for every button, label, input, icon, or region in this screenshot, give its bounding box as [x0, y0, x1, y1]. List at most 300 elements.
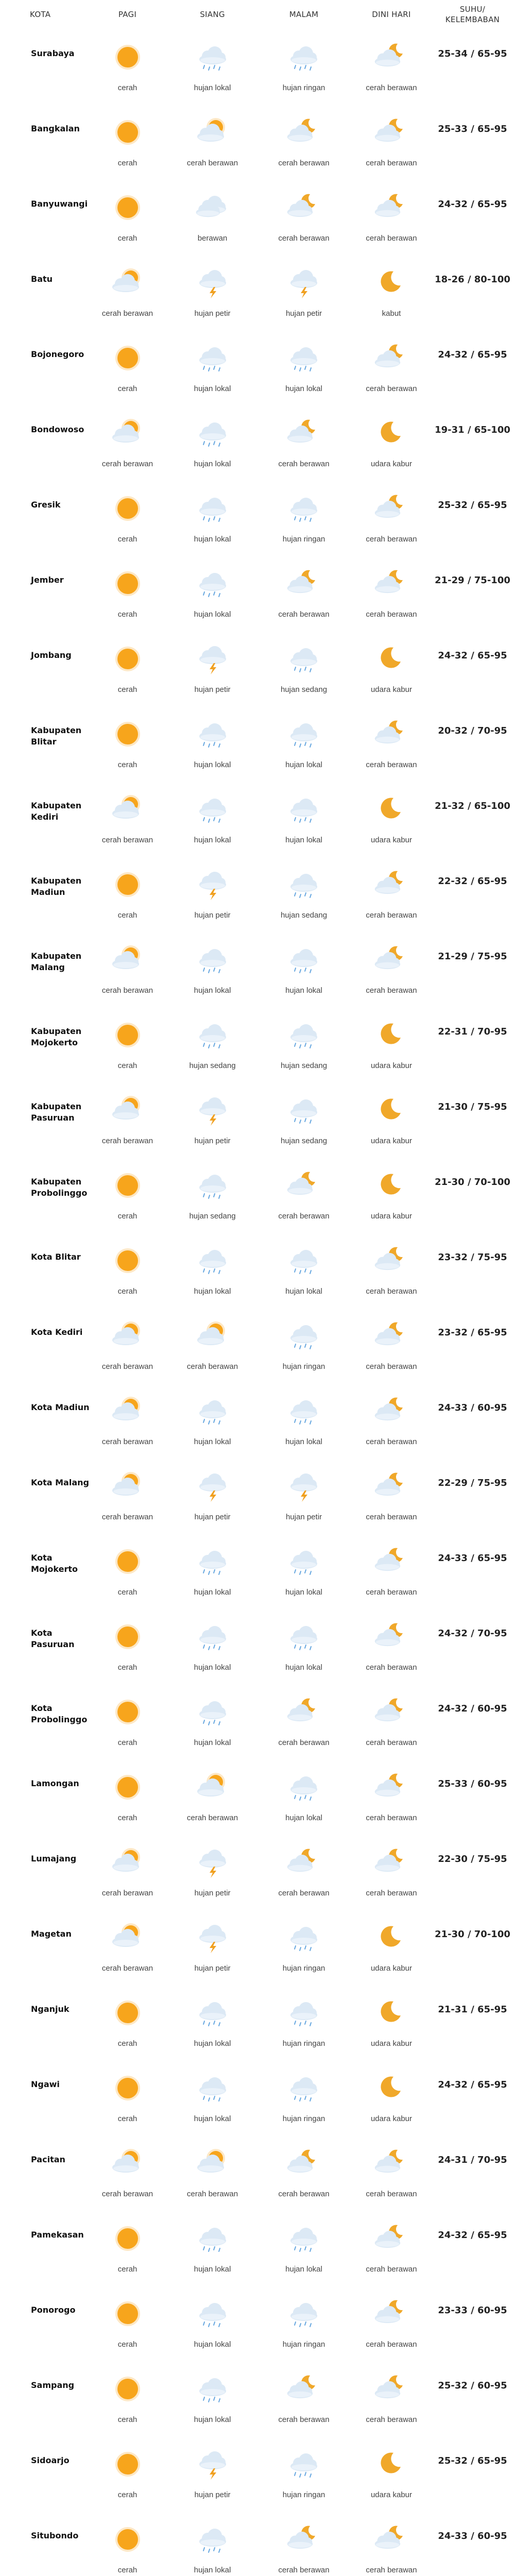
- moon-cloud-icon: [371, 1393, 412, 1429]
- temperature-humidity: 25-33 / 65-95: [438, 124, 507, 134]
- table-row: [0, 1758, 515, 1834]
- forecast-malam: [263, 2285, 345, 2360]
- rain-cloud-icon: [283, 1543, 324, 1579]
- forecast-dini: [350, 931, 433, 1006]
- moon-cloud-icon: [283, 2370, 324, 2406]
- forecast-malam: [263, 1608, 345, 1683]
- weather-label: hujan lokal: [285, 760, 322, 769]
- temperature-humidity: 24-32 / 65-95: [438, 650, 507, 661]
- weather-label: cerah berawan: [186, 159, 238, 167]
- rain-cloud-icon: [283, 490, 324, 526]
- weather-label: cerah berawan: [366, 159, 417, 167]
- weather-label: cerah berawan: [366, 2190, 417, 2198]
- weather-label: hujan petir: [285, 309, 322, 318]
- rain-cloud-icon: [283, 791, 324, 827]
- forecast-malam: [263, 555, 345, 630]
- header-dini-hari: DINI HARI: [372, 9, 411, 19]
- temperature-humidity: 22-29 / 75-95: [438, 1478, 507, 1488]
- weather-label: cerah berawan: [186, 1362, 238, 1371]
- city-name: Situbondo: [31, 2531, 79, 2540]
- weather-label: hujan sedang: [280, 685, 328, 694]
- moon-icon: [371, 1994, 412, 2030]
- weather-label: cerah berawan: [366, 1738, 417, 1747]
- weather-label: hujan petir: [194, 685, 231, 694]
- sun-cloud-icon: [192, 114, 233, 150]
- rain-cloud-icon: [283, 1092, 324, 1128]
- temperature-humidity: 24-31 / 70-95: [438, 2155, 507, 2165]
- weather-label: cerah: [117, 83, 138, 92]
- city-name: Kota Pasuruan: [31, 1628, 75, 1649]
- forecast-dini: [350, 2059, 433, 2134]
- forecast-dini: [350, 2134, 433, 2210]
- table-row: [0, 104, 515, 179]
- weather-label: cerah berawan: [101, 1513, 153, 1521]
- temperature-humidity: 23-32 / 65-95: [438, 1327, 507, 1338]
- moon-icon: [371, 415, 412, 451]
- weather-label: cerah: [117, 760, 138, 769]
- moon-cloud-icon: [371, 716, 412, 752]
- weather-label: hujan lokal: [194, 2265, 231, 2274]
- weather-label: hujan petir: [194, 1889, 231, 1897]
- table-row: [0, 1458, 515, 1533]
- forecast-pagi: [93, 2360, 162, 2435]
- forecast-malam: [263, 1232, 345, 1307]
- temperature-humidity: 24-32 / 65-95: [438, 199, 507, 210]
- weather-label: cerah: [117, 2039, 138, 2048]
- temperature-humidity: 25-32 / 65-95: [438, 2455, 507, 2466]
- thunder-cloud-icon: [192, 1468, 233, 1504]
- thunder-cloud-icon: [192, 1844, 233, 1880]
- sun-cloud-icon: [107, 1468, 148, 1504]
- city-name: Nganjuk: [31, 2004, 70, 2014]
- weather-label: hujan lokal: [285, 1588, 322, 1597]
- moon-cloud-icon: [283, 1167, 324, 1203]
- rain-cloud-icon: [192, 1618, 233, 1654]
- forecast-pagi: [93, 781, 162, 856]
- forecast-pagi: [93, 2435, 162, 2511]
- forecast-siang: [173, 1909, 252, 1984]
- rain-cloud-icon: [192, 1543, 233, 1579]
- weather-label: hujan ringan: [282, 2340, 325, 2349]
- table-row: [0, 2210, 515, 2285]
- moon-cloud-icon: [283, 189, 324, 225]
- forecast-dini: [350, 2210, 433, 2285]
- sun-icon: [107, 340, 148, 376]
- forecast-dini: [350, 1608, 433, 1683]
- forecast-dini: [350, 1758, 433, 1834]
- moon-cloud-icon: [371, 1543, 412, 1579]
- weather-label: hujan lokal: [285, 1287, 322, 1296]
- moon-cloud-icon: [283, 415, 324, 451]
- rain-cloud-icon: [283, 1618, 324, 1654]
- weather-label: hujan lokal: [194, 2039, 231, 2048]
- forecast-dini: [350, 254, 433, 329]
- table-row: [0, 1307, 515, 1382]
- sun-icon: [107, 1016, 148, 1053]
- weather-label: hujan petir: [194, 2490, 231, 2499]
- sun-cloud-icon: [107, 1317, 148, 1353]
- forecast-siang: [173, 480, 252, 555]
- city-name: Magetan: [31, 1929, 72, 1939]
- moon-cloud-icon: [371, 941, 412, 977]
- city-name: Pacitan: [31, 2155, 65, 2164]
- thunder-cloud-icon: [283, 264, 324, 300]
- forecast-dini: [350, 2511, 433, 2576]
- weather-label: hujan petir: [194, 1964, 231, 1973]
- city-name: Kabupaten Madiun: [31, 876, 82, 897]
- weather-label: cerah berawan: [366, 1814, 417, 1822]
- weather-label: hujan lokal: [194, 2415, 231, 2424]
- sun-icon: [107, 716, 148, 752]
- sun-cloud-icon: [107, 415, 148, 451]
- city-name: Kota Madiun: [31, 1402, 90, 1412]
- weather-label: cerah berawan: [101, 1964, 153, 1973]
- forecast-siang: [173, 179, 252, 254]
- weather-label: hujan ringan: [282, 1362, 325, 1371]
- forecast-pagi: [93, 1006, 162, 1081]
- weather-label: hujan ringan: [282, 1964, 325, 1973]
- weather-label: hujan petir: [194, 911, 231, 920]
- forecast-siang: [173, 1984, 252, 2059]
- forecast-siang: [173, 1834, 252, 1909]
- table-row: [0, 1683, 515, 1758]
- forecast-dini: [350, 781, 433, 856]
- weather-label: hujan lokal: [194, 1738, 231, 1747]
- sun-icon: [107, 189, 148, 225]
- temperature-humidity: 22-32 / 65-95: [438, 876, 507, 887]
- table-row: [0, 28, 515, 104]
- sun-icon: [107, 1543, 148, 1579]
- moon-cloud-icon: [371, 1618, 412, 1654]
- forecast-dini: [350, 630, 433, 705]
- weather-label: hujan lokal: [194, 460, 231, 468]
- weather-label: hujan sedang: [280, 911, 328, 920]
- weather-label: cerah berawan: [278, 1738, 330, 1747]
- city-name: Kabupaten Kediri: [31, 801, 82, 822]
- forecast-pagi: [93, 1232, 162, 1307]
- forecast-pagi: [93, 1909, 162, 1984]
- forecast-malam: [263, 1458, 345, 1533]
- forecast-dini: [350, 1382, 433, 1458]
- forecast-malam: [263, 1758, 345, 1834]
- weather-label: hujan ringan: [282, 83, 325, 92]
- weather-label: cerah: [117, 1588, 138, 1597]
- weather-label: cerah berawan: [101, 2190, 153, 2198]
- forecast-dini: [350, 1909, 433, 1984]
- weather-label: cerah berawan: [278, 2415, 330, 2424]
- table-row: [0, 1608, 515, 1683]
- rain-cloud-icon: [192, 1016, 233, 1053]
- sun-cloud-icon: [107, 791, 148, 827]
- forecast-dini: [350, 1984, 433, 2059]
- table-row: [0, 1382, 515, 1458]
- weather-label: udara kabur: [370, 1137, 413, 1145]
- forecast-siang: [173, 1758, 252, 1834]
- weather-label: hujan lokal: [194, 760, 231, 769]
- forecast-siang: [173, 2134, 252, 2210]
- forecast-pagi: [93, 1157, 162, 1232]
- thunder-cloud-icon: [192, 1092, 233, 1128]
- thunder-cloud-icon: [192, 866, 233, 902]
- weather-label: hujan lokal: [194, 2340, 231, 2349]
- moon-cloud-icon: [371, 1242, 412, 1278]
- weather-label: hujan lokal: [285, 1437, 322, 1446]
- temperature-humidity: 24-33 / 60-95: [438, 1402, 507, 1413]
- forecast-malam: [263, 254, 345, 329]
- rain-cloud-icon: [192, 1242, 233, 1278]
- rain-cloud-icon: [283, 640, 324, 676]
- forecast-pagi: [93, 1984, 162, 2059]
- weather-label: hujan petir: [194, 309, 231, 318]
- weather-label: hujan petir: [194, 1513, 231, 1521]
- temperature-humidity: 19-31 / 65-100: [435, 425, 510, 435]
- weather-label: cerah berawan: [366, 1437, 417, 1446]
- forecast-dini: [350, 2285, 433, 2360]
- forecast-pagi: [93, 179, 162, 254]
- sun-icon: [107, 2370, 148, 2406]
- city-name: Kabupaten Pasuruan: [31, 1101, 82, 1123]
- forecast-malam: [263, 1834, 345, 1909]
- temperature-humidity: 18-26 / 80-100: [435, 274, 510, 285]
- temperature-humidity: 24-32 / 60-95: [438, 1703, 507, 1714]
- weather-label: hujan ringan: [282, 2114, 325, 2123]
- weather-label: cerah berawan: [278, 1212, 330, 1221]
- forecast-pagi: [93, 404, 162, 480]
- weather-label: cerah: [117, 2265, 138, 2274]
- temperature-humidity: 24-32 / 65-95: [438, 2079, 507, 2090]
- forecast-pagi: [93, 480, 162, 555]
- forecast-pagi: [93, 2285, 162, 2360]
- city-name: Kabupaten Probolinggo: [31, 1177, 88, 1198]
- forecast-malam: [263, 630, 345, 705]
- city-name: Surabaya: [31, 48, 75, 58]
- weather-label: hujan lokal: [194, 384, 231, 393]
- forecast-dini: [350, 1232, 433, 1307]
- moon-cloud-icon: [371, 2370, 412, 2406]
- rain-cloud-icon: [192, 716, 233, 752]
- rain-cloud-icon: [192, 39, 233, 75]
- forecast-dini: [350, 1533, 433, 1608]
- forecast-siang: [173, 104, 252, 179]
- weather-label: kabut: [382, 309, 401, 318]
- table-row: [0, 705, 515, 781]
- moon-icon: [371, 640, 412, 676]
- rain-cloud-icon: [192, 2070, 233, 2106]
- weather-label: hujan lokal: [285, 384, 322, 393]
- sun-icon: [107, 490, 148, 526]
- weather-label: hujan lokal: [194, 83, 231, 92]
- sun-cloud-icon: [107, 941, 148, 977]
- forecast-dini: [350, 555, 433, 630]
- thunder-cloud-icon: [283, 1468, 324, 1504]
- weather-label: cerah: [117, 2566, 138, 2574]
- sun-cloud-icon: [192, 1769, 233, 1805]
- weather-label: cerah berawan: [366, 1362, 417, 1371]
- moon-cloud-icon: [283, 114, 324, 150]
- rain-cloud-icon: [283, 1016, 324, 1053]
- temperature-humidity: 24-32 / 70-95: [438, 1628, 507, 1639]
- weather-label: hujan lokal: [194, 2566, 231, 2574]
- weather-label: cerah: [117, 1287, 138, 1296]
- table-row: [0, 555, 515, 630]
- city-name: Ngawi: [31, 2079, 60, 2089]
- forecast-dini: [350, 329, 433, 404]
- temperature-humidity: 21-29 / 75-95: [438, 951, 507, 962]
- forecast-siang: [173, 1307, 252, 1382]
- weather-label: cerah: [117, 2415, 138, 2424]
- weather-label: cerah berawan: [366, 986, 417, 995]
- rain-cloud-icon: [283, 1919, 324, 1955]
- table-row: [0, 781, 515, 856]
- sun-icon: [107, 114, 148, 150]
- city-name: Kota Blitar: [31, 1252, 81, 1262]
- moon-icon: [371, 1167, 412, 1203]
- forecast-malam: [263, 2511, 345, 2576]
- forecast-pagi: [93, 931, 162, 1006]
- weather-label: cerah berawan: [366, 2340, 417, 2349]
- weather-label: hujan lokal: [194, 610, 231, 619]
- weather-label: hujan lokal: [194, 1663, 231, 1672]
- weather-label: cerah berawan: [186, 1814, 238, 1822]
- weather-label: hujan lokal: [285, 836, 322, 844]
- weather-label: hujan ringan: [282, 2039, 325, 2048]
- weather-label: hujan ringan: [282, 2490, 325, 2499]
- forecast-pagi: [93, 1382, 162, 1458]
- sun-icon: [107, 2295, 148, 2331]
- rain-cloud-icon: [192, 2295, 233, 2331]
- temperature-humidity: 21-32 / 65-100: [435, 801, 510, 811]
- table-row: [0, 630, 515, 705]
- moon-icon: [371, 1092, 412, 1128]
- moon-icon: [371, 1919, 412, 1955]
- forecast-malam: [263, 1157, 345, 1232]
- rain-cloud-icon: [192, 1393, 233, 1429]
- forecast-siang: [173, 2360, 252, 2435]
- forecast-dini: [350, 480, 433, 555]
- sun-icon: [107, 2521, 148, 2557]
- city-name: Bondowoso: [31, 425, 84, 434]
- thunder-cloud-icon: [192, 640, 233, 676]
- weather-label: cerah berawan: [366, 83, 417, 92]
- forecast-malam: [263, 1307, 345, 1382]
- forecast-siang: [173, 2435, 252, 2511]
- table-row: [0, 1157, 515, 1232]
- temperature-humidity: 25-32 / 65-95: [438, 500, 507, 511]
- table-row: [0, 2435, 515, 2511]
- forecast-siang: [173, 1081, 252, 1157]
- city-name: Kabupaten Blitar: [31, 725, 82, 747]
- weather-label: hujan sedang: [189, 1061, 236, 1070]
- forecast-dini: [350, 179, 433, 254]
- weather-label: hujan lokal: [194, 1287, 231, 1296]
- rain-cloud-icon: [283, 2220, 324, 2256]
- forecast-malam: [263, 2435, 345, 2511]
- sun-cloud-icon: [107, 2145, 148, 2181]
- weather-label: cerah berawan: [278, 1889, 330, 1897]
- forecast-dini: [350, 28, 433, 104]
- forecast-malam: [263, 705, 345, 781]
- city-name: Jember: [31, 575, 64, 585]
- weather-label: cerah berawan: [101, 836, 153, 844]
- weather-label: hujan sedang: [280, 1137, 328, 1145]
- temperature-humidity: 24-33 / 65-95: [438, 1553, 507, 1564]
- forecast-dini: [350, 1081, 433, 1157]
- forecast-siang: [173, 1608, 252, 1683]
- weather-label: cerah: [117, 1061, 138, 1070]
- sun-icon: [107, 1618, 148, 1654]
- weather-label: cerah berawan: [366, 2265, 417, 2274]
- weather-label: cerah berawan: [366, 1663, 417, 1672]
- weather-label: cerah berawan: [366, 1513, 417, 1521]
- forecast-dini: [350, 856, 433, 931]
- table-row: [0, 1006, 515, 1081]
- rain-cloud-icon: [192, 415, 233, 451]
- forecast-pagi: [93, 2134, 162, 2210]
- weather-label: hujan lokal: [285, 1663, 322, 1672]
- sun-icon: [107, 565, 148, 601]
- moon-cloud-icon: [371, 490, 412, 526]
- weather-label: cerah berawan: [366, 535, 417, 544]
- forecast-malam: [263, 1006, 345, 1081]
- rain-cloud-icon: [283, 866, 324, 902]
- sun-cloud-icon: [192, 2145, 233, 2181]
- moon-cloud-icon: [371, 2295, 412, 2331]
- forecast-dini: [350, 104, 433, 179]
- thunder-cloud-icon: [192, 2446, 233, 2482]
- sun-icon: [107, 2070, 148, 2106]
- weather-label: udara kabur: [370, 2039, 413, 2048]
- forecast-dini: [350, 1683, 433, 1758]
- table-row: [0, 179, 515, 254]
- weather-label: berawan: [197, 234, 228, 243]
- temperature-humidity: 22-31 / 70-95: [438, 1026, 507, 1037]
- weather-label: hujan lokal: [194, 535, 231, 544]
- header-pagi: PAGI: [118, 9, 137, 19]
- temperature-humidity: 21-30 / 75-95: [438, 1101, 507, 1112]
- table-row: [0, 856, 515, 931]
- moon-cloud-icon: [283, 565, 324, 601]
- temperature-humidity: 21-30 / 70-100: [435, 1177, 510, 1188]
- forecast-pagi: [93, 705, 162, 781]
- table-row: [0, 1232, 515, 1307]
- thunder-cloud-icon: [192, 264, 233, 300]
- weather-label: cerah berawan: [366, 2566, 417, 2574]
- forecast-siang: [173, 2059, 252, 2134]
- forecast-siang: [173, 705, 252, 781]
- sun-icon: [107, 2446, 148, 2482]
- table-row: [0, 1984, 515, 2059]
- forecast-siang: [173, 329, 252, 404]
- weather-label: cerah: [117, 384, 138, 393]
- rain-cloud-icon: [283, 1317, 324, 1353]
- forecast-pagi: [93, 254, 162, 329]
- rain-cloud-icon: [192, 2521, 233, 2557]
- temperature-humidity: 23-32 / 75-95: [438, 1252, 507, 1263]
- weather-label: cerah berawan: [366, 911, 417, 920]
- weather-label: cerah berawan: [101, 1889, 153, 1897]
- weather-label: udara kabur: [370, 685, 413, 694]
- moon-cloud-icon: [371, 866, 412, 902]
- forecast-malam: [263, 1683, 345, 1758]
- temperature-humidity: 21-30 / 70-100: [435, 1929, 510, 1940]
- weather-label: udara kabur: [370, 460, 413, 468]
- weather-label: cerah: [117, 159, 138, 167]
- forecast-siang: [173, 1006, 252, 1081]
- weather-label: hujan lokal: [194, 1437, 231, 1446]
- city-name: Bojonegoro: [31, 349, 84, 359]
- weather-label: hujan lokal: [194, 1588, 231, 1597]
- moon-cloud-icon: [371, 2145, 412, 2181]
